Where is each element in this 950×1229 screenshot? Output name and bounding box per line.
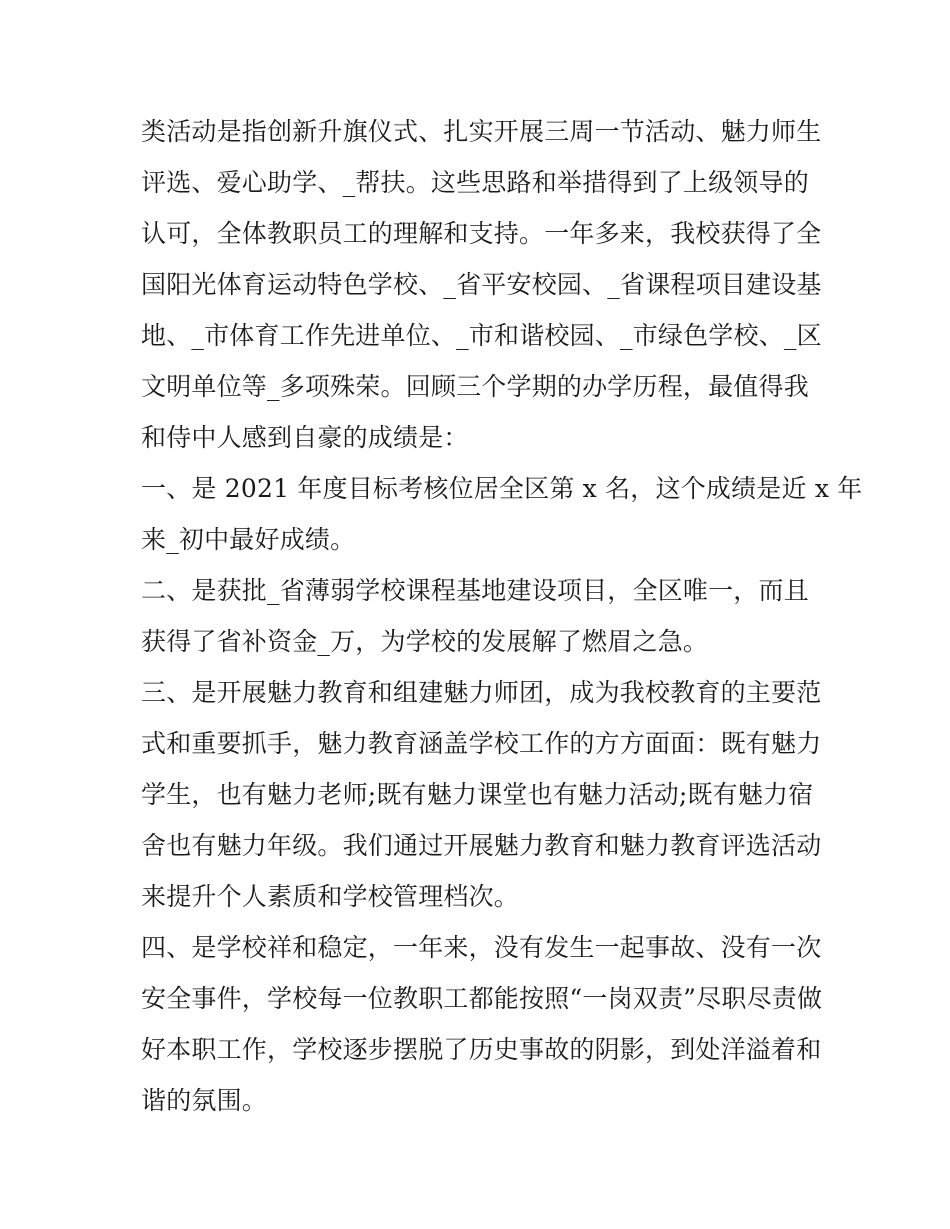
text-line: 谐的氛围。 xyxy=(141,1086,268,1115)
text-line: 获得了省补资金_万，为学校的发展解了燃眉之急。 xyxy=(141,627,709,656)
text-line: 二、是获批_省薄弱学校课程基地建设项目，全区唯一，而且 xyxy=(141,576,809,605)
text-line: 四、是学校祥和稳定，一年来，没有发生一起事故、没有一次 xyxy=(141,933,822,962)
text-line: 舍也有魅力年级。我们通过开展魅力教育和魅力教育评选活动 xyxy=(141,831,822,860)
text-line: 评选、爱心助学、_帮扶。这些思路和举措得到了上级领导的 xyxy=(141,168,809,197)
text-line: 和侍中人感到自豪的成绩是： xyxy=(141,423,469,452)
text-line: 一、是 2021 年度目标考核位居全区第 x 名，这个成绩是近 x 年 xyxy=(141,474,863,503)
text-line: 认可，全体教职员工的理解和支持。一年多来，我校获得了全 xyxy=(141,219,822,248)
text-line: 国阳光体育运动特色学校、_省平安校园、_省课程项目建设基 xyxy=(141,270,822,299)
text-line: 地、_市体育工作先进单位、_市和谐校园、_市绿色学校、_区 xyxy=(141,321,822,350)
text-line: 安全事件，学校每一位教职工都能按照“一岗双责”尽职尽责做 xyxy=(141,984,823,1013)
text-line: 好本职工作，学校逐步摆脱了历史事故的阴影，到处洋溢着和 xyxy=(141,1035,822,1064)
text-line: 类活动是指创新升旗仪式、扎实开展三周一节活动、魅力师生 xyxy=(141,117,822,146)
text-line: 文明单位等_多项殊荣。回顾三个学期的办学历程，最值得我 xyxy=(141,372,809,401)
text-line: 学生，也有魅力老师;既有魅力课堂也有魅力活动;既有魅力宿 xyxy=(141,780,814,809)
text-line: 来_初中最好成绩。 xyxy=(141,525,356,554)
text-line: 三、是开展魅力教育和组建魅力师团，成为我校教育的主要范 xyxy=(141,678,822,707)
text-line: 式和重要抓手，魅力教育涵盖学校工作的方方面面：既有魅力 xyxy=(141,729,822,758)
text-line: 来提升个人素质和学校管理档次。 xyxy=(141,882,520,911)
body-text xyxy=(141,106,863,1126)
